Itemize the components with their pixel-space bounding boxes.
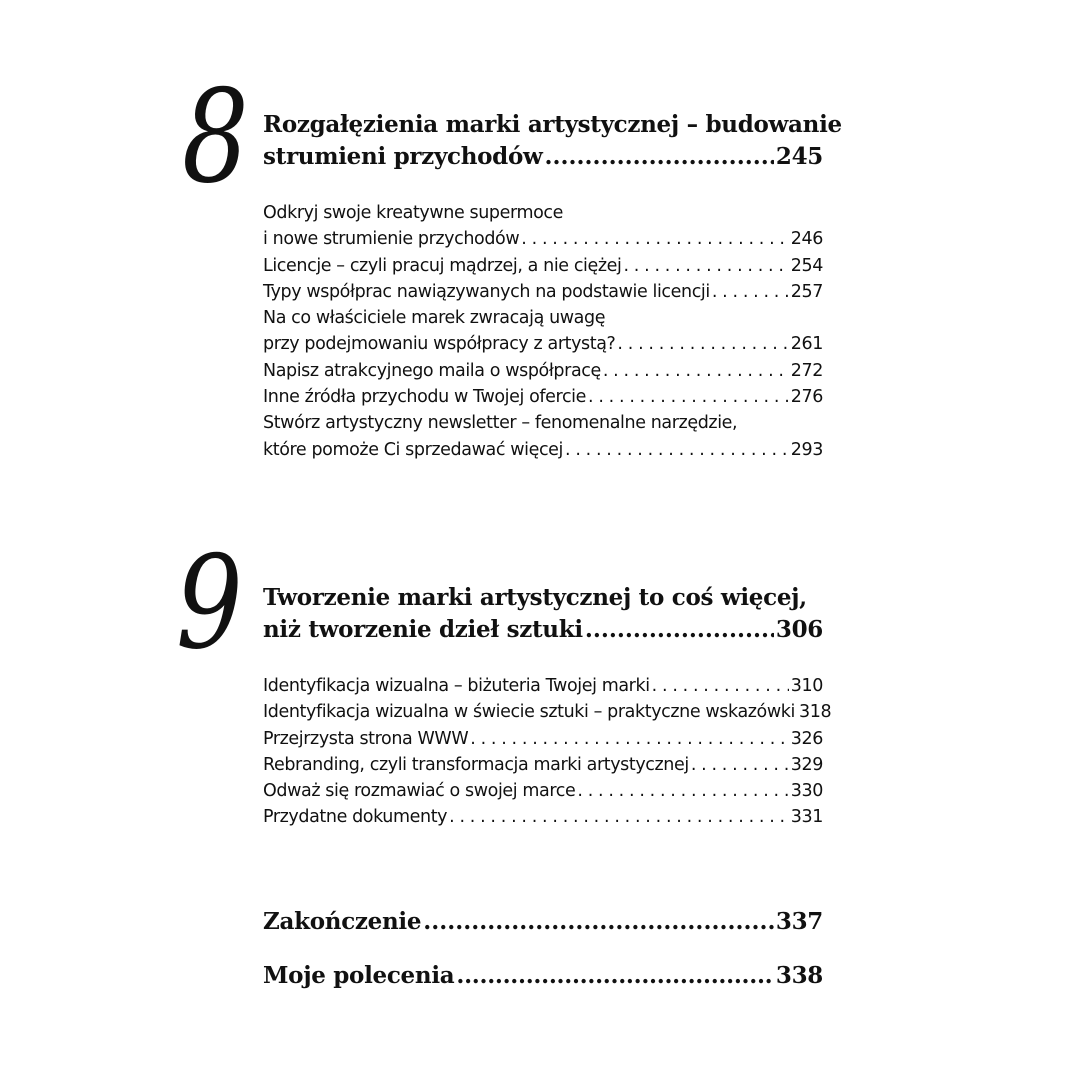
- dot-leader: [521, 226, 789, 252]
- page-number: 293: [790, 439, 823, 460]
- chapter-title: [263, 582, 823, 646]
- chapter-title-leader: [263, 141, 823, 173]
- entry-title: Moje polecenia: [263, 962, 455, 989]
- section-title: Napisz atrakcyjnego maila o współpracę: [263, 360, 601, 381]
- page-number: 254: [790, 255, 823, 276]
- section-title: które pomoże Ci sprzedawać więcej: [263, 439, 563, 460]
- chapter-number: 9: [176, 529, 243, 678]
- section-entry: [263, 384, 823, 410]
- dot-leader: [712, 279, 789, 305]
- chapter-number: 8: [182, 63, 249, 212]
- section-title: Rebranding, czyli transformacja marki artystycznej: [263, 754, 689, 775]
- dot-leader: [691, 752, 789, 778]
- section-title: Przydatne dokumenty: [263, 807, 448, 828]
- chapter-title: [263, 109, 842, 173]
- dot-leader: [423, 906, 774, 938]
- section-line: Na co właściciele marek zwracają uwagę: [263, 308, 606, 329]
- chapter-title-line: niż tworzenie dzieł sztuki: [263, 616, 583, 643]
- dot-leader: [623, 253, 788, 279]
- page-number: 272: [790, 360, 823, 381]
- section-entry: [263, 437, 823, 463]
- page-number: 306: [775, 616, 823, 643]
- section-title: Inne źródła przychodu w Twojej ofercie: [263, 387, 587, 408]
- section-entry: [263, 226, 823, 252]
- chapter-title-line: Rozgałęzienia marki artystycznej – budowanie: [263, 111, 842, 138]
- section-list: [263, 200, 823, 463]
- section-title: Odważ się rozmawiać o swojej marce: [263, 781, 576, 802]
- chapter-title-line: strumieni przychodów: [263, 143, 543, 170]
- chapter-title-leader: [263, 614, 823, 646]
- toc-entry-conclusion: [263, 906, 823, 938]
- dot-leader: [617, 331, 788, 357]
- dot-leader: [603, 358, 789, 384]
- page-number: 276: [790, 387, 823, 408]
- section-entry: [263, 778, 823, 804]
- end-entry-leader: [263, 960, 823, 992]
- section-title: przy podejmowaniu współpracy z artystą?: [263, 334, 616, 355]
- toc-entry-recommendations: [263, 960, 823, 992]
- end-entry-leader: [263, 906, 823, 938]
- section-entry: [263, 279, 823, 305]
- page-number: 337: [775, 908, 823, 935]
- section-entry: [263, 699, 832, 725]
- page-number: 329: [790, 754, 823, 775]
- section-entry: [263, 726, 823, 752]
- page-number: 318: [798, 702, 832, 723]
- page-number: 326: [790, 728, 823, 749]
- section-entry: [263, 752, 823, 778]
- section-title: Identyfikacja wizualna w świecie sztuki – praktyczne wskazówki: [263, 702, 795, 723]
- dot-leader: [652, 673, 789, 699]
- page-number: 331: [790, 807, 823, 828]
- section-line: Stwórz artystyczny newsletter – fenomenalne narzędzie,: [263, 413, 738, 434]
- dot-leader: [545, 141, 774, 173]
- section-title: i nowe strumienie przychodów: [263, 229, 520, 250]
- page-number: 245: [775, 143, 823, 170]
- dot-leader: [577, 778, 788, 804]
- dot-leader: [470, 726, 789, 752]
- section-title: Identyfikacja wizualna – biżuteria Twojej marki: [263, 676, 650, 696]
- dot-leader: [565, 437, 789, 463]
- page-number: 261: [790, 334, 823, 355]
- page-number: 310: [790, 676, 823, 696]
- page-number: 246: [790, 229, 823, 250]
- section-entry: [263, 673, 823, 699]
- page-number: 257: [790, 281, 823, 302]
- section-title: Licencje – czyli pracuj mądrzej, a nie ciężej: [263, 255, 622, 276]
- page-number: 330: [790, 781, 823, 802]
- section-title: Przejrzysta strona WWW: [263, 728, 469, 749]
- entry-title: Zakończenie: [263, 908, 422, 935]
- dot-leader: [449, 804, 789, 830]
- dot-leader: [588, 384, 789, 410]
- section-entry: [263, 331, 823, 357]
- section-line: Odkryj swoje kreatywne supermoce: [263, 203, 564, 223]
- section-list: [263, 673, 832, 831]
- section-entry: [263, 358, 823, 384]
- dot-leader: [585, 614, 774, 646]
- section-entry: [263, 804, 823, 830]
- dot-leader: [456, 960, 774, 992]
- section-title: Typy współprac nawiązywanych na podstawie licencji: [263, 281, 710, 302]
- page-number: 338: [775, 962, 823, 989]
- chapter-title-line: Tworzenie marki artystycznej to coś więcej,: [263, 584, 807, 611]
- section-entry: [263, 253, 823, 279]
